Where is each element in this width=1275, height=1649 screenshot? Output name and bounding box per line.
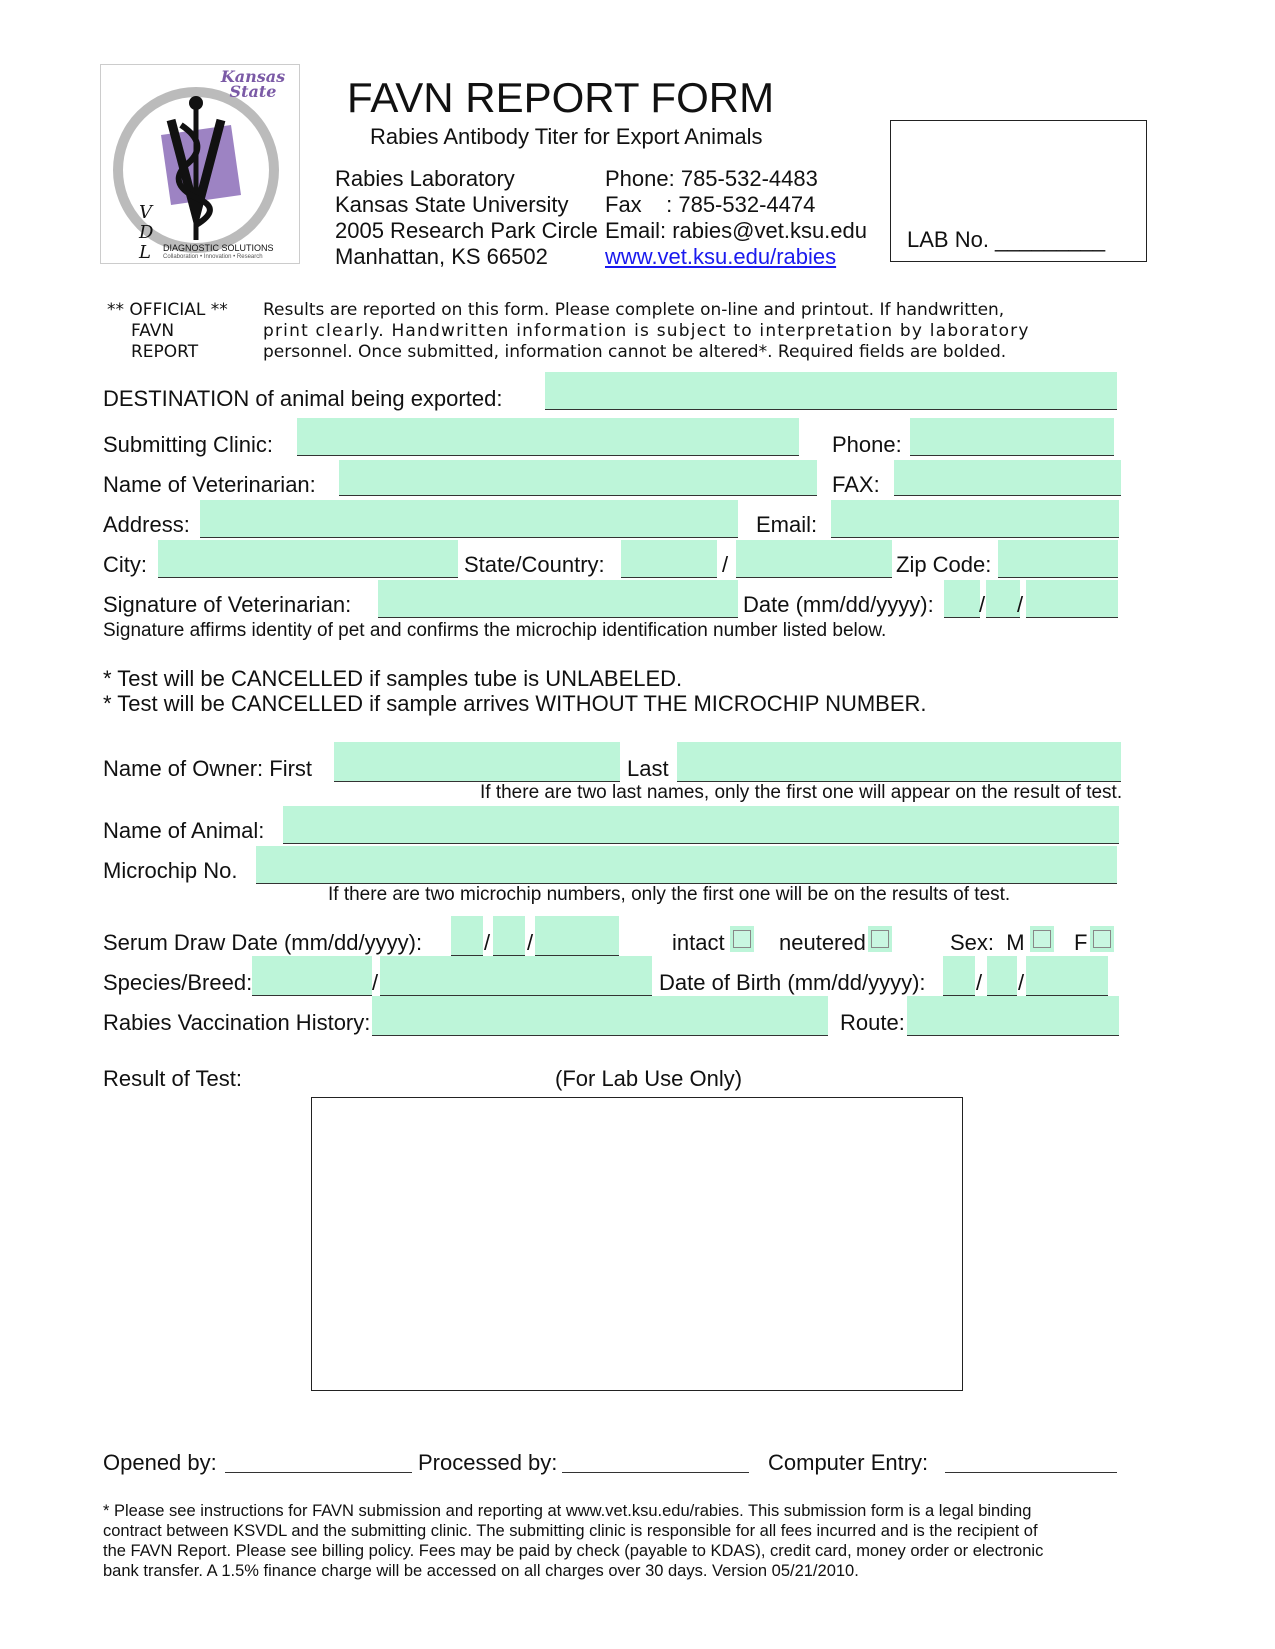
route-label: Route:: [840, 1010, 905, 1035]
logo: [100, 64, 300, 264]
slash: /: [372, 970, 379, 995]
address-field[interactable]: [200, 500, 738, 538]
neutered-checkbox[interactable]: [868, 926, 892, 952]
opened-by-label: Opened by:: [103, 1450, 217, 1475]
date-day-field[interactable]: [986, 580, 1020, 618]
disclaimer-line: bank transfer. A 1.5% finance charge will be accessed on all charges over 30 days. Version 05/21/2010.: [103, 1562, 859, 1580]
form-title: FAVN REPORT FORM: [347, 74, 775, 121]
lab-website-link[interactable]: www.vet.ksu.edu/rabies: [605, 244, 837, 269]
notice-line: personnel. Once submitted, information cannot be altered*. Required fields are bolded.: [263, 342, 1007, 362]
signature-label: Signature of Veterinarian:: [103, 592, 352, 617]
result-box: [311, 1097, 963, 1391]
destination-label: DESTINATION of animal being exported:: [103, 386, 503, 411]
lab-number-label: LAB No. _________: [907, 227, 1106, 252]
neutered-label: neutered: [779, 930, 866, 955]
zip-field[interactable]: [998, 540, 1118, 578]
species-label: Species/Breed:: [103, 970, 253, 995]
disclaimer-line: contract between KSVDL and the submitting clinic. The submitting clinic is responsible for all fees incurred and is the recipient of: [103, 1522, 1038, 1540]
lab-fax: Fax : 785-532-4474: [605, 192, 816, 217]
fax-field[interactable]: [894, 460, 1121, 496]
city-label: City:: [103, 552, 147, 577]
owner-note: If there are two last names, only the first one will appear on the result of test.: [480, 782, 1123, 803]
official-label: ** OFFICIAL **: [107, 300, 228, 320]
slash: /: [1017, 592, 1024, 617]
signature-note: Signature affirms identity of pet and confirms the microchip identification number listed below.: [103, 620, 887, 641]
breed-field[interactable]: [380, 956, 652, 996]
disclaimer-line: the FAVN Report. Please see billing policy. Fees may be paid by check (payable to KDAS), credit card, money order or electronic: [103, 1542, 1044, 1560]
serum-year-field[interactable]: [535, 916, 619, 956]
route-field[interactable]: [907, 996, 1119, 1036]
cancel-warning: * Test will be CANCELLED if sample arrives WITHOUT THE MICROCHIP NUMBER.: [103, 691, 927, 716]
city-field[interactable]: [158, 540, 458, 578]
cancel-warning: * Test will be CANCELLED if samples tube is UNLABELED.: [103, 666, 683, 691]
state-field[interactable]: [621, 540, 717, 578]
slash: /: [979, 592, 986, 617]
slash: /: [976, 970, 983, 995]
disclaimer-line: * Please see instructions for FAVN submission and reporting at www.vet.ksu.edu/rabies. This submission form is a legal binding: [103, 1502, 1032, 1520]
slash: /: [722, 552, 729, 577]
official-label: FAVN: [131, 321, 175, 341]
serum-month-field[interactable]: [451, 916, 483, 956]
dob-day-field[interactable]: [987, 956, 1017, 996]
date-label: Date (mm/dd/yyyy):: [743, 592, 934, 617]
clinic-field[interactable]: [297, 418, 799, 456]
owner-first-label: Name of Owner: First: [103, 756, 313, 781]
dob-label: Date of Birth (mm/dd/yyyy):: [659, 970, 926, 995]
computer-entry-line[interactable]: [945, 1472, 1117, 1473]
owner-last-field[interactable]: [677, 742, 1121, 782]
official-label: REPORT: [131, 342, 199, 362]
logo-caption: DIAGNOSTIC SOLUTIONS: [163, 243, 274, 253]
dob-month-field[interactable]: [943, 956, 975, 996]
address-label: Address:: [103, 512, 190, 537]
intact-label: intact: [672, 930, 725, 955]
zip-label: Zip Code:: [896, 552, 992, 577]
phone-field[interactable]: [910, 418, 1114, 456]
animal-name-field[interactable]: [283, 806, 1119, 844]
sex-male-checkbox[interactable]: [1030, 926, 1054, 952]
lab-address-line: 2005 Research Park Circle: [335, 218, 598, 243]
animal-name-label: Name of Animal:: [103, 818, 265, 843]
lab-email: Email: rabies@vet.ksu.edu: [605, 218, 868, 243]
sex-male-label: Sex: M: [950, 930, 1025, 955]
slash: /: [484, 930, 491, 955]
logo-letters: VDL: [139, 202, 154, 263]
lab-address-line: Kansas State University: [335, 192, 569, 217]
country-field[interactable]: [736, 540, 892, 578]
slash: /: [527, 930, 534, 955]
computer-entry-label: Computer Entry:: [768, 1450, 929, 1475]
email-label: Email:: [756, 512, 818, 537]
lab-address-line: Rabies Laboratory: [335, 166, 515, 191]
slash: /: [1018, 970, 1025, 995]
microchip-note: If there are two microchip numbers, only the first one will be on the results of test.: [328, 884, 1011, 905]
owner-last-label: Last: [627, 756, 669, 781]
date-month-field[interactable]: [944, 580, 980, 618]
species-field[interactable]: [252, 956, 372, 996]
form-subtitle: Rabies Antibody Titer for Export Animals: [370, 124, 763, 149]
dob-year-field[interactable]: [1026, 956, 1108, 996]
signature-field[interactable]: [378, 580, 738, 618]
opened-by-line[interactable]: [225, 1472, 412, 1473]
vet-name-field[interactable]: [339, 460, 817, 496]
destination-field[interactable]: [545, 372, 1117, 410]
lab-use-label: (For Lab Use Only): [555, 1066, 743, 1091]
phone-label: Phone:: [832, 432, 902, 457]
lab-number-box: [890, 120, 1147, 262]
vaccination-history-label: Rabies Vaccination History:: [103, 1010, 371, 1035]
logo-top-text: Kansas State: [220, 67, 286, 101]
owner-first-field[interactable]: [334, 742, 620, 782]
email-field[interactable]: [831, 500, 1119, 538]
notice-line: print clearly. Handwritten information is subject to interpretation by laboratory: [263, 321, 1030, 341]
microchip-label: Microchip No.: [103, 858, 238, 883]
sex-female-label: F: [1074, 930, 1088, 955]
microchip-field[interactable]: [256, 846, 1117, 884]
logo-tagline: Collaboration • Innovation • Research: [163, 254, 263, 260]
serum-day-field[interactable]: [493, 916, 525, 956]
sex-female-checkbox[interactable]: [1090, 926, 1114, 952]
state-label: State/Country:: [464, 552, 605, 577]
intact-checkbox[interactable]: [730, 926, 754, 952]
vaccination-history-field[interactable]: [372, 996, 828, 1036]
result-label: Result of Test:: [103, 1066, 242, 1091]
processed-by-line[interactable]: [562, 1472, 749, 1473]
notice-line: Results are reported on this form. Please complete on-line and printout. If handwritten,: [263, 300, 1005, 320]
processed-by-label: Processed by:: [418, 1450, 558, 1475]
clinic-label: Submitting Clinic:: [103, 432, 273, 457]
lab-address-line: Manhattan, KS 66502: [335, 244, 548, 269]
date-year-field[interactable]: [1026, 580, 1118, 618]
fax-label: FAX:: [832, 472, 880, 497]
serum-draw-label: Serum Draw Date (mm/dd/yyyy):: [103, 930, 423, 955]
vet-name-label: Name of Veterinarian:: [103, 472, 316, 497]
lab-phone: Phone: 785-532-4483: [605, 166, 818, 191]
